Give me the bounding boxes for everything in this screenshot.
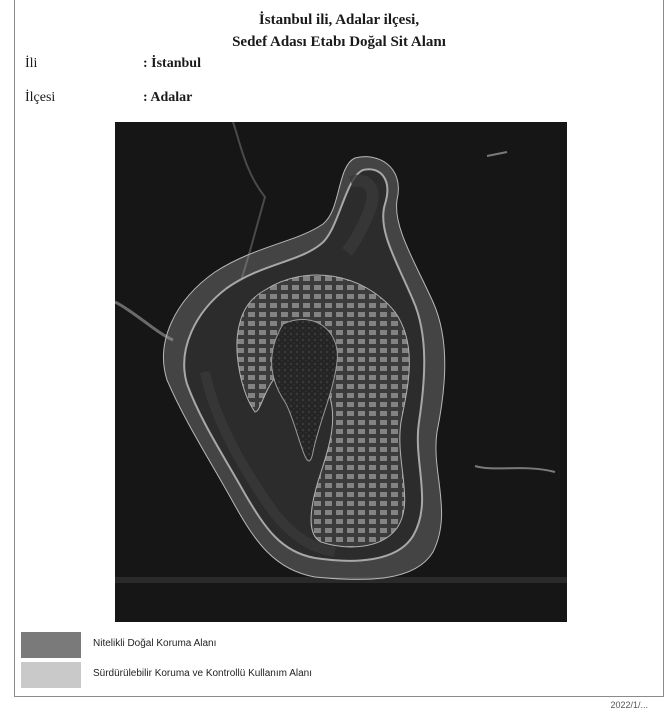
document-title-line2: Sedef Adası Etabı Doğal Sit Alanı [232, 34, 446, 50]
legend-label: Sürdürülebilir Koruma ve Kontrollü Kullanım Alanı [93, 668, 312, 679]
corner-note: 2022/1/... [610, 700, 648, 710]
legend-swatch-light [21, 662, 81, 688]
ilce-label: İlçesi [25, 90, 56, 105]
document-page [14, 0, 664, 697]
legend-item-surdurulebilir [21, 662, 421, 688]
ilce-value: : Adalar [143, 90, 193, 105]
il-value: : İstanbul [143, 56, 201, 71]
legend-item-nitelikli [21, 632, 421, 658]
document-title-line1: İstanbul ili, Adalar ilçesi, [258, 12, 420, 28]
satellite-map [115, 122, 567, 622]
il-label: İli [25, 56, 38, 71]
legend-swatch-dark [21, 632, 81, 658]
island-map-graphic [115, 122, 567, 622]
legend-label: Nitelikli Doğal Koruma Alanı [93, 638, 217, 649]
